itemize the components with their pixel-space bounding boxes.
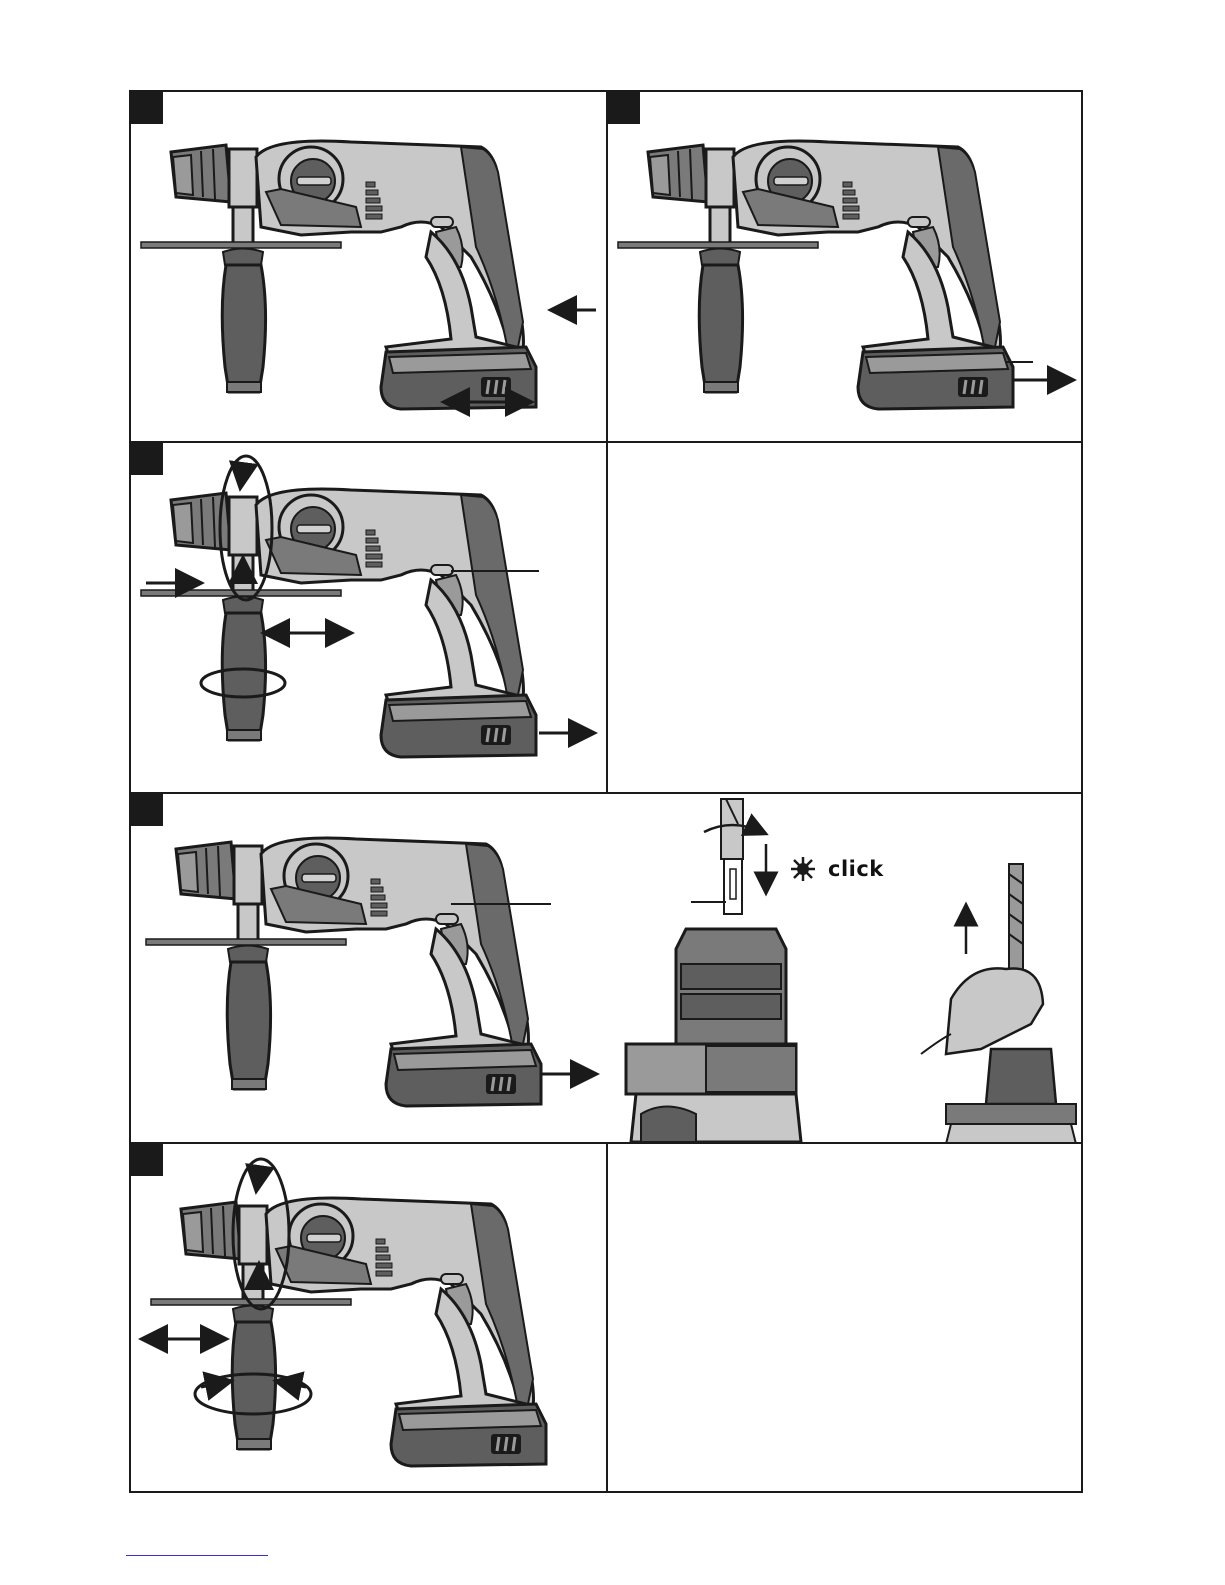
figure-4-tool-insert [131,794,1083,1142]
column-divider [606,441,608,792]
footer-rule [126,1555,268,1556]
figure-grid [129,90,1083,1493]
drill-illustration [131,443,606,792]
click-label: click [828,857,884,881]
drill-illustration [131,794,1083,1142]
drill-illustration [131,92,606,441]
figure-1-battery-insert [131,92,606,441]
click-star-icon [791,857,815,881]
drill-illustration [608,92,1083,441]
figure-5-handle-rotation [131,1144,606,1492]
figure-3-side-handle [131,443,606,792]
column-divider [606,1142,608,1492]
chuck-closeup [626,799,801,1142]
drill-illustration [131,1144,606,1492]
figure-2-battery-remove [608,92,1083,441]
bit-removal-closeup [921,864,1076,1142]
